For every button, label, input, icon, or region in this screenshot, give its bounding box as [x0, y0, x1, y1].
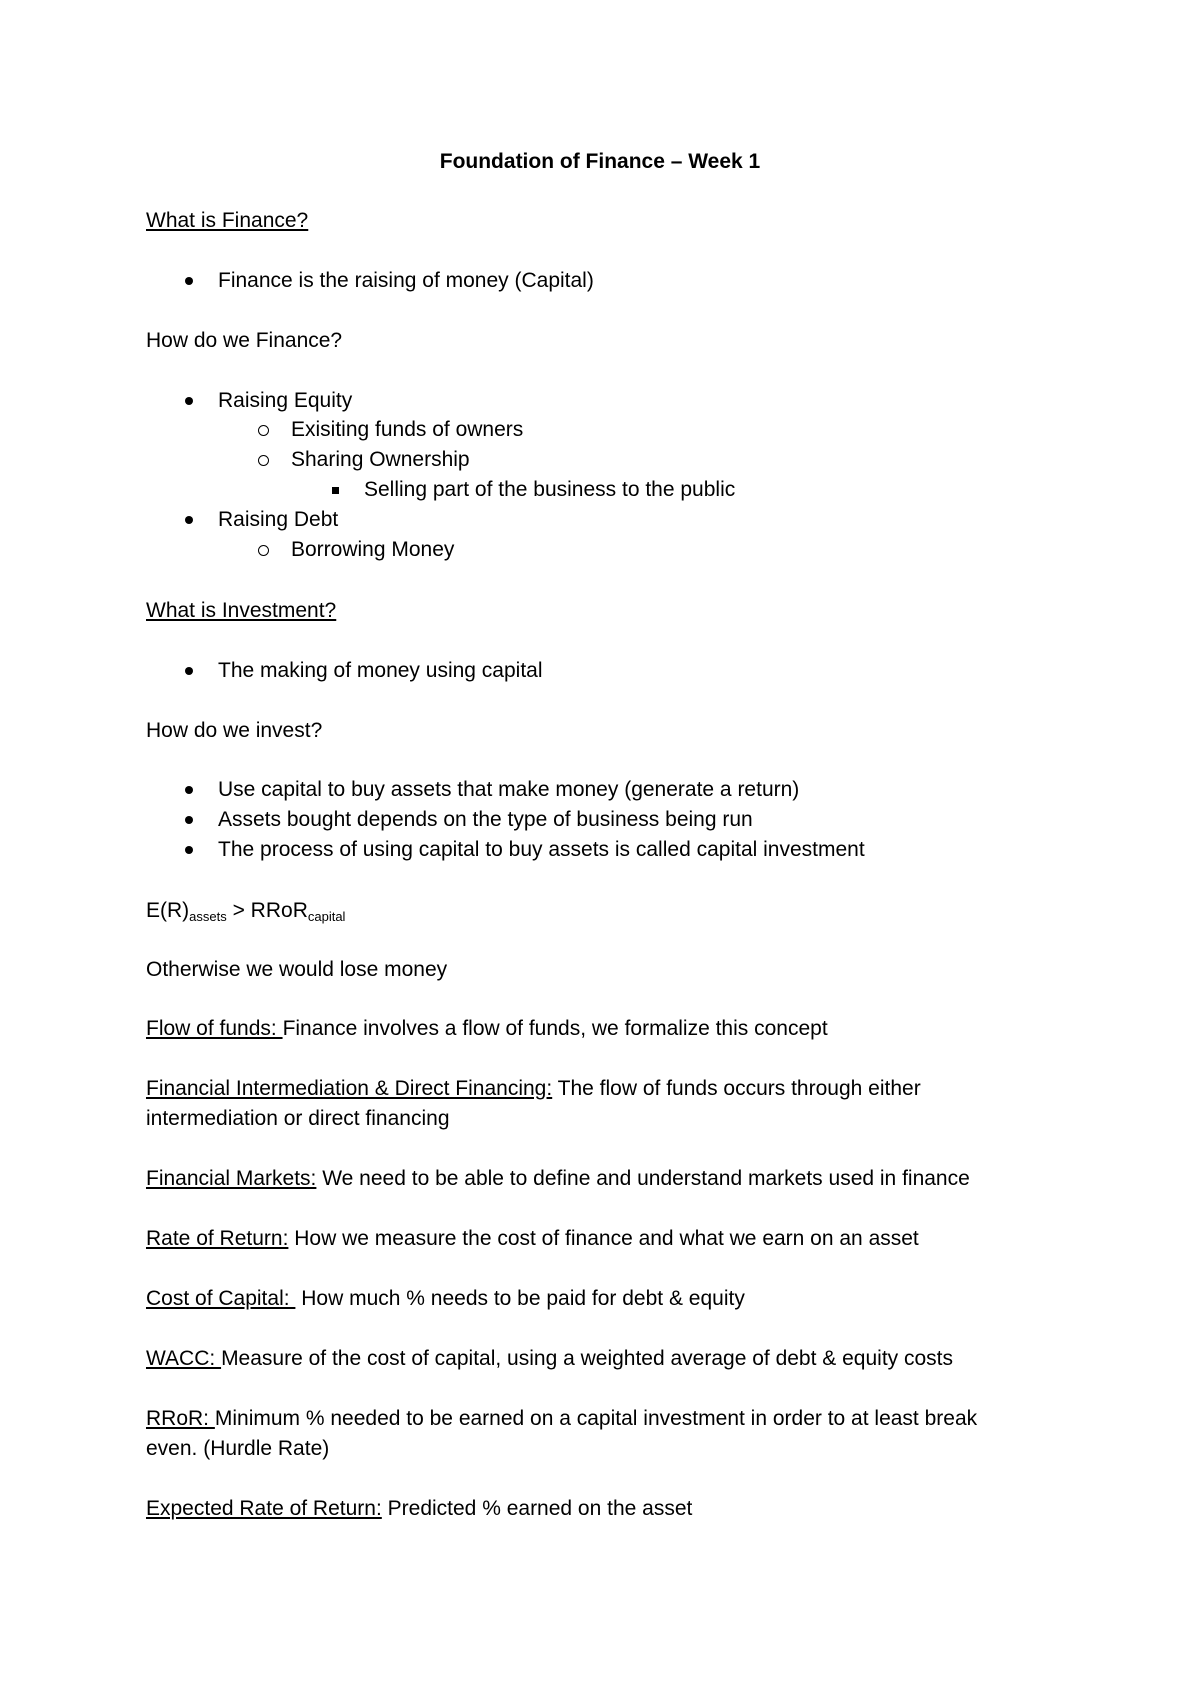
bullet-disc-icon: [185, 786, 193, 794]
list-item: The process of using capital to buy assets is called capital investment: [218, 835, 865, 865]
definition-cost-of-capital: Cost of Capital: How much % needs to be paid for debt & equity: [146, 1287, 745, 1310]
definition-flow-of-funds: Flow of funds: Finance involves a flow of funds, we formalize this concept: [146, 1017, 828, 1040]
definition-rror: RRoR: Minimum % needed to be earned on a capital investment in order to at least break: [146, 1407, 978, 1430]
heading-how-do-we-invest: How do we invest?: [146, 719, 323, 742]
definition-wacc: WACC: Measure of the cost of capital, using a weighted average of debt & equity costs: [146, 1347, 953, 1370]
bullet-disc-icon: [185, 816, 193, 824]
list-item: The making of money using capital: [218, 656, 543, 686]
bullet-disc-icon: [185, 667, 193, 675]
body-text: Otherwise we would lose money: [146, 958, 448, 981]
bullet-circle-icon: [258, 425, 269, 436]
list-item: Use capital to buy assets that make money (generate a return): [218, 775, 799, 805]
list-item: Borrowing Money: [291, 535, 454, 565]
heading-what-is-finance: What is Finance?: [146, 209, 309, 232]
definition-intermediation: Financial Intermediation & Direct Financing: The flow of funds occurs through either: [146, 1077, 921, 1100]
list-item: Exisiting funds of owners: [291, 415, 523, 445]
heading-how-do-we-finance: How do we Finance?: [146, 329, 343, 352]
bullet-circle-icon: [258, 455, 269, 466]
list-item: Raising Debt: [218, 505, 338, 535]
bullet-circle-icon: [258, 545, 269, 556]
list-item: Sharing Ownership: [291, 445, 470, 475]
page-title: Foundation of Finance – Week 1: [439, 150, 761, 173]
bullet-disc-icon: [185, 846, 193, 854]
definition-rate-of-return: Rate of Return: How we measure the cost of finance and what we earn on an asset: [146, 1227, 919, 1250]
definition-expected-rate-of-return: Expected Rate of Return: Predicted % earned on the asset: [146, 1497, 693, 1520]
heading-what-is-investment: What is Investment?: [146, 599, 337, 622]
bullet-disc-icon: [185, 516, 193, 524]
definition-rror-cont: even. (Hurdle Rate): [146, 1437, 330, 1460]
list-item: Finance is the raising of money (Capital): [218, 266, 594, 296]
bullet-disc-icon: [185, 397, 193, 405]
definition-financial-markets: Financial Markets: We need to be able to define and understand markets used in finance: [146, 1167, 970, 1190]
list-item: Assets bought depends on the type of business being run: [218, 805, 753, 835]
list-item: Selling part of the business to the public: [364, 475, 735, 505]
bullet-square-icon: [332, 487, 339, 494]
list-item: Raising Equity: [218, 386, 352, 416]
definition-intermediation-cont: intermediation or direct financing: [146, 1107, 450, 1130]
bullet-disc-icon: [185, 277, 193, 285]
formula: $E(R)_{assets}$ > RRoR$_{capital}$: [146, 899, 346, 924]
